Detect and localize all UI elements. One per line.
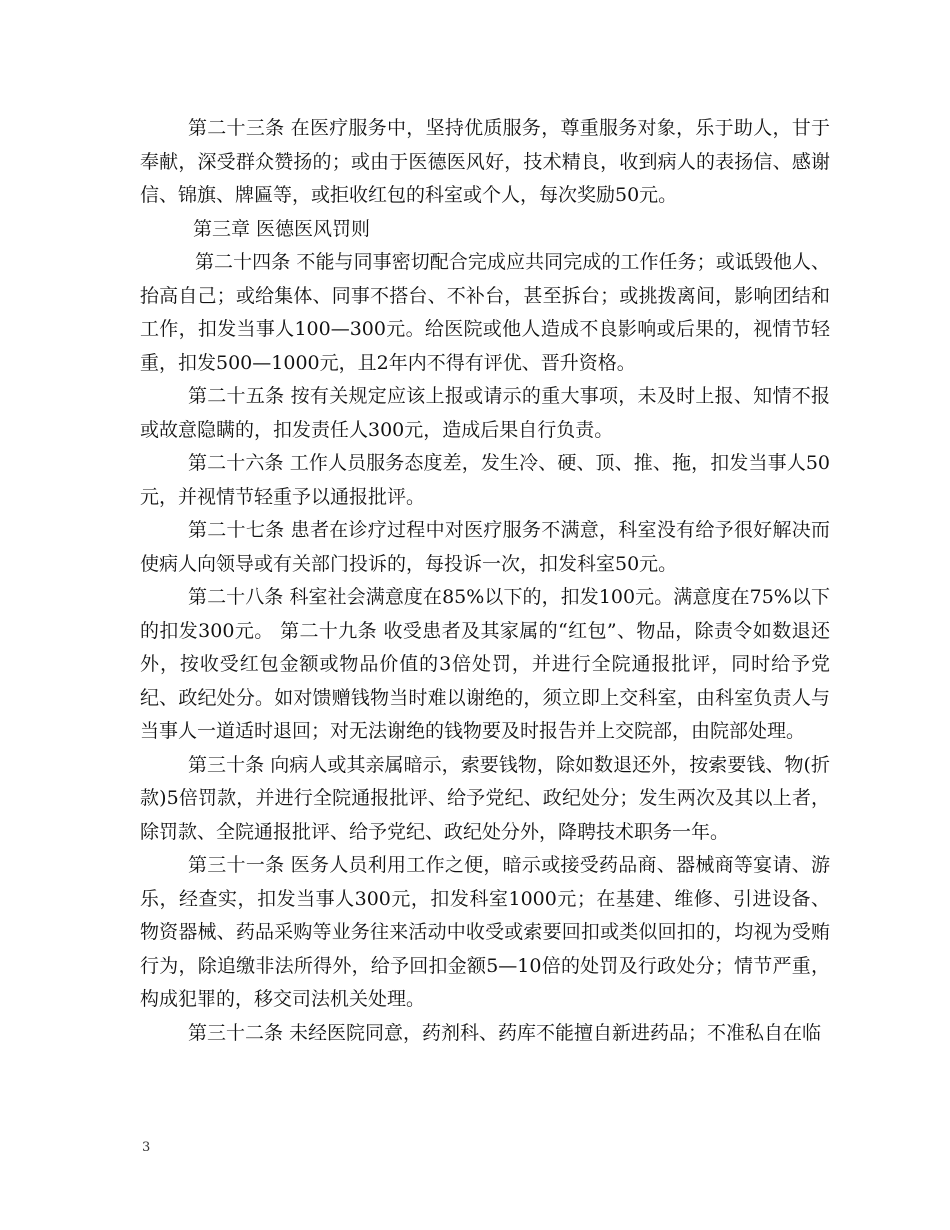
page-number: 3 xyxy=(142,1140,151,1155)
chapter-3-heading: 第三章 医德医风罚则 xyxy=(193,217,371,240)
article-24: 第二十四条 不能与同事密切配合完成应共同完成的工作任务；或诋毁他人、抬高自己；或给集体、同事不搭台、不补台，甚至拆台；或挑拨离间，影响团结和工作，扣发当事人100—300元。给医院或他人造成不良影响或后果的，视情节轻重，扣发500—1000元，且2年内不得有评优、晋升资格。 xyxy=(140,251,830,374)
article-23: 第二十三条 在医疗服务中，坚持优质服务，尊重服务对象，乐于助人，甘于奉献，深受群众赞扬的；或由于医德医风好，技术精良，收到病人的表扬信、感谢信、锦旗、牌匾等，或拒收红包的科室或个人，每次奖励50元。 xyxy=(140,117,830,206)
article-31: 第三十一条 医务人员利用工作之便，暗示或接受药品商、器械商等宴请、游乐，经查实，扣发当事人300元，扣发科室1000元；在基建、维修、引进设备、物资器械、药品采购等业务往来活动中收受或索要回扣或类似回扣的，均视为受贿行为，除追缴非法所得外，给予回扣金额5—10倍的处罚及行政处分；情节严重，构成犯罪的，移交司法机关处理。 xyxy=(140,854,830,1010)
article-28-29: 第二十八条 科室社会满意度在85%以下的，扣发100元。满意度在75%以下的扣发300元。 第二十九条 收受患者及其家属的“红包”、物品，除责令如数退还外，按收受红包金额或物品价值的3倍处罚，并进行全院通报批评，同时给予党纪、政纪处分。如对馈赠钱物当时难以谢绝的，须立即上交科室，由科室负责人与当事人一道适时退回；对无法谢绝的钱物要及时报告并上交院部，由院部处理。 xyxy=(140,586,830,742)
article-26: 第二十六条 工作人员服务态度差，发生冷、硬、顶、推、拖，扣发当事人50元，并视情节轻重予以通报批评。 xyxy=(140,452,830,508)
article-25: 第二十五条 按有关规定应该上报或请示的重大事项，未及时上报、知情不报或故意隐瞒的，扣发责任人300元，造成后果自行负责。 xyxy=(140,385,830,441)
article-30: 第三十条 向病人或其亲属暗示，索要钱物，除如数退还外，按索要钱、物(折款)5倍罚款，并进行全院通报批评、给予党纪、政纪处分；发生两次及其以上者，除罚款、全院通报批评、给予党纪、政纪处分外，降聘技术职务一年。 xyxy=(140,753,830,843)
article-27: 第二十七条 患者在诊疗过程中对医疗服务不满意，科室没有给予很好解决而使病人向领导或有关部门投诉的，每投诉一次，扣发科室50元。 xyxy=(140,519,830,575)
article-32: 第三十二条 未经医院同意，药剂科、药库不能擅自新进药品；不准私自在临 xyxy=(188,1021,822,1044)
document-body xyxy=(140,112,830,1050)
